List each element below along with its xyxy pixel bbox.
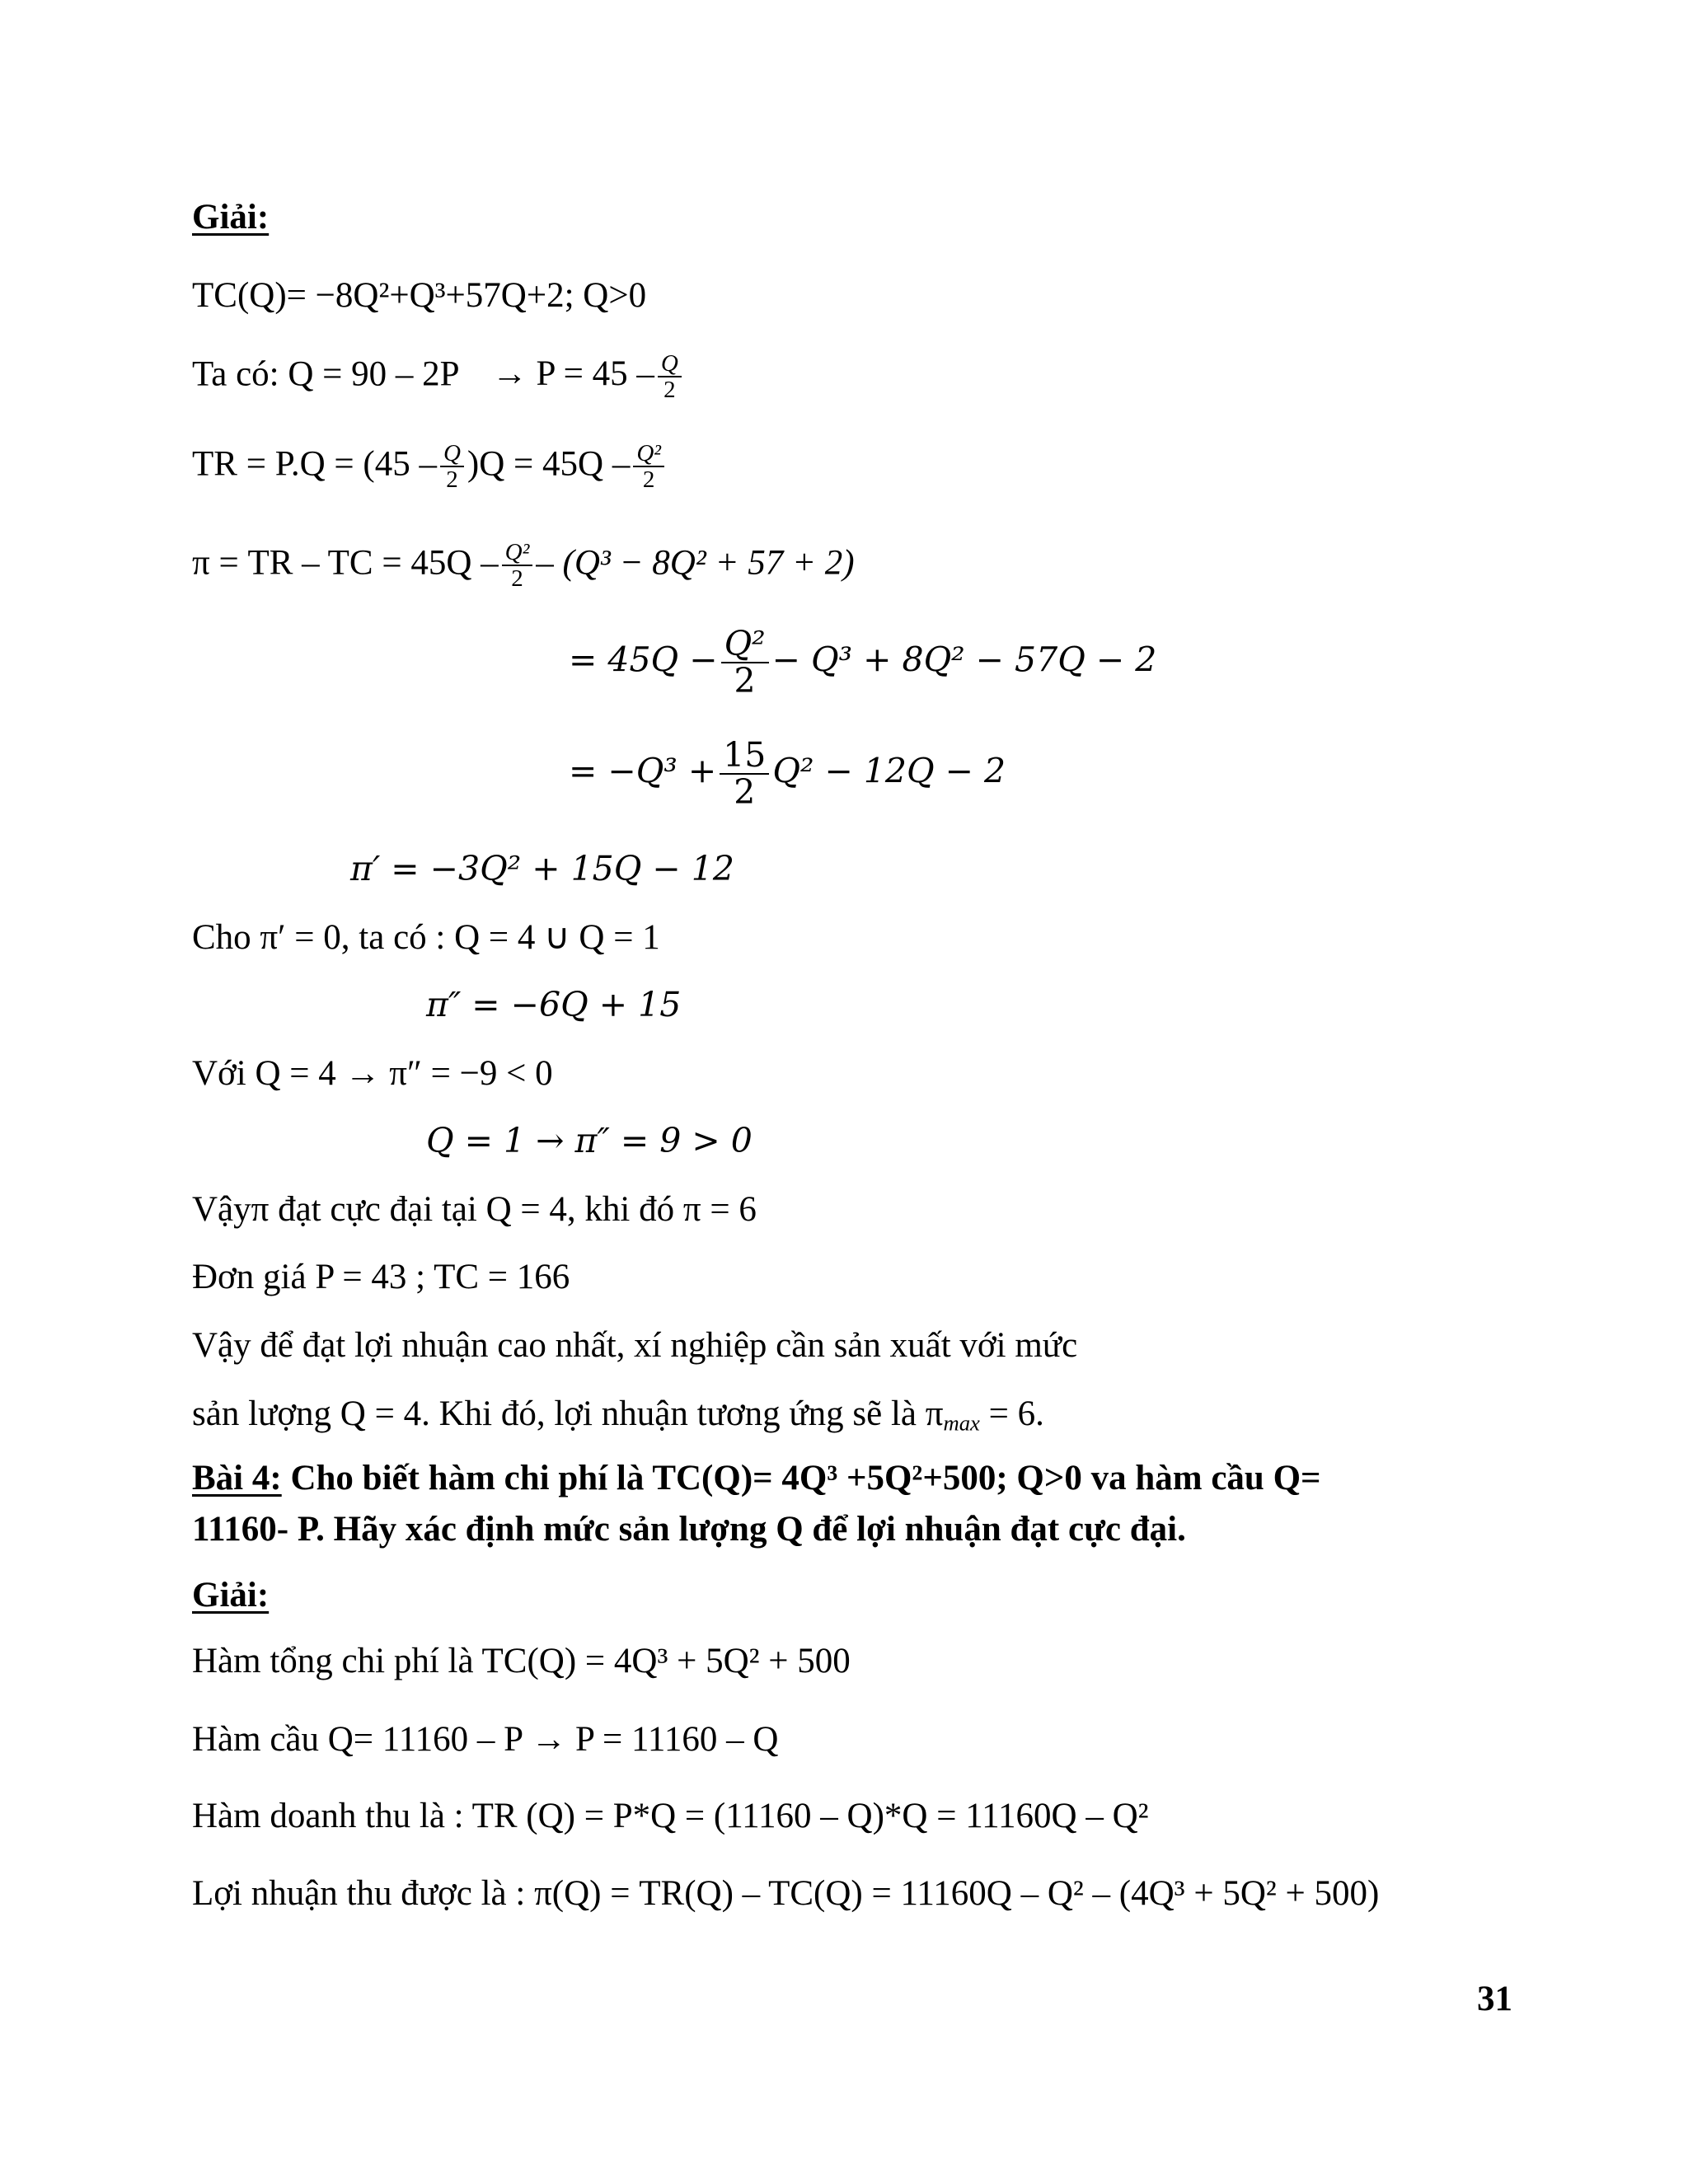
fraction-denominator: 2 — [642, 466, 655, 494]
fraction-numerator: Q — [440, 441, 464, 467]
check-q4: Với Q = 4 → π″ = −9 < 0 — [192, 1054, 553, 1093]
fraction-denominator: 2 — [663, 377, 676, 404]
check-q1: Q = 1 → π″ = 9 > 0 — [426, 1121, 753, 1160]
fraction-denominator: 2 — [446, 466, 458, 494]
revenue-fraction-2 — [633, 441, 664, 493]
solution-4-line: Hàm cầu Q= 11160 – P → P = 11160 – Q — [192, 1720, 779, 1759]
total-cost-equation: TC(Q)= −8Q²+Q³+57Q+2; Q>0 — [192, 276, 647, 315]
fraction-numerator: Q² — [633, 441, 664, 467]
conclusion-line-1: Vậy để đạt lợi nhuận cao nhất, xí nghiệp cần sản xuất với mức — [192, 1326, 1078, 1365]
fraction-denominator: 2 — [734, 772, 756, 813]
max-subscript: max — [943, 1410, 980, 1436]
fraction-numerator: Q² — [502, 540, 533, 566]
revenue-lhs: TR = P.Q = (45 – — [192, 444, 437, 484]
revenue-mid: )Q = 45Q – — [467, 444, 631, 484]
maximum-statement: Vậyπ đạt cực đại tại Q = 4, khi đó π = 6 — [192, 1190, 757, 1229]
second-derivative: π″ = −6Q + 15 — [426, 985, 682, 1024]
fraction-denominator: 2 — [734, 661, 756, 701]
solution-4-heading: Giải: — [192, 1576, 270, 1615]
fraction-numerator: 15 — [720, 738, 769, 775]
problem-4-text-1: Cho biết hàm chi phí là TC(Q)= 4Q³ +5Q²+500; Q>0 va hàm cầu Q= — [281, 1459, 1321, 1497]
step3-fraction — [720, 735, 769, 813]
demand-lhs: Ta có: Q = 90 – 2P — [192, 354, 459, 394]
step2-pre: = 45Q − — [569, 640, 718, 680]
conclusion-tail: = 6. — [979, 1394, 1044, 1433]
price-statement: Đơn giá P = 43 ; TC = 166 — [192, 1258, 570, 1296]
solution-heading: Giải: — [192, 198, 270, 237]
profit-step-2 — [569, 626, 1156, 699]
revenue-equation — [192, 441, 668, 493]
step3-post: Q² − 12Q − 2 — [772, 751, 1006, 791]
fraction-numerator: Q² — [721, 626, 769, 663]
conclusion-line-2 — [192, 1393, 1044, 1436]
step2-post: − Q³ + 8Q² − 57Q − 2 — [771, 640, 1157, 680]
profit-lhs: π = TR – TC = 45Q – — [192, 543, 499, 583]
first-derivative: π′ = −3Q² + 15Q − 12 — [350, 849, 734, 888]
page-number: 31 — [1477, 1980, 1512, 2018]
solution-4-line: Hàm tổng chi phí là TC(Q) = 4Q³ + 5Q² + 500 — [192, 1642, 851, 1680]
problem-4-line-2: 11160- P. Hãy xác định mức sản lượng Q để lợi nhuận đạt cực đại. — [192, 1510, 1186, 1549]
step2-fraction — [721, 626, 769, 699]
roots-line: Cho π′ = 0, ta có : Q = 4 ∪ Q = 1 — [192, 918, 660, 957]
demand-arrow-text: → P = 45 – — [491, 354, 654, 394]
conclusion-text: sản lượng Q = 4. Khi đó, lợi nhuận tương ứng sẽ là π — [192, 1394, 944, 1433]
profit-fraction — [502, 540, 533, 592]
solution-4-line: Hàm doanh thu là : TR (Q) = P*Q = (11160 – Q)*Q = 11160Q – Q² — [192, 1797, 1149, 1835]
fraction-denominator: 2 — [511, 565, 523, 593]
demand-equation — [192, 351, 685, 403]
revenue-fraction-1 — [440, 441, 464, 493]
fraction-numerator: Q — [658, 351, 682, 377]
problem-4-line-1 — [192, 1457, 1321, 1500]
problem-4-label: Bài 4: — [192, 1459, 282, 1497]
step3-pre: = −Q³ + — [569, 751, 717, 791]
profit-equation — [192, 540, 855, 592]
demand-fraction — [658, 351, 682, 403]
solution-4-line: Lợi nhuận thu được là : π(Q) = TR(Q) – TC(Q) = 11160Q – Q² – (4Q³ + 5Q² + 500) — [192, 1874, 1380, 1913]
profit-rhs: – (Q³ − 8Q² + 57 + 2) — [536, 543, 855, 583]
profit-step-3 — [569, 735, 1006, 813]
